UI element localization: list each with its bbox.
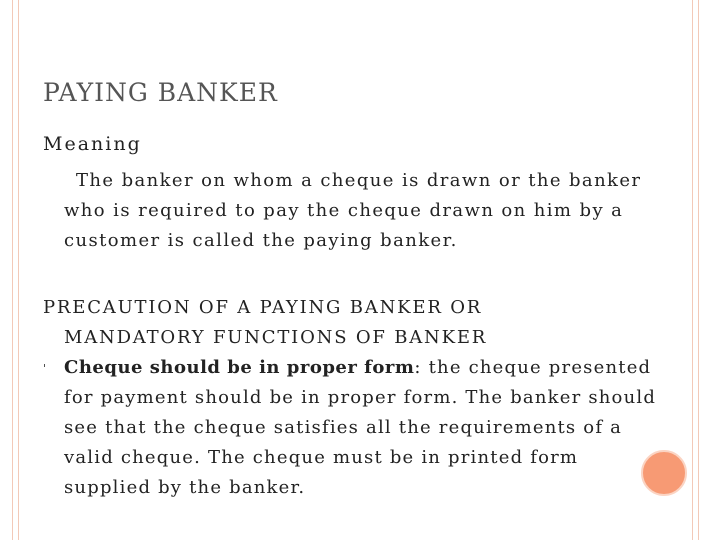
meaning-subheading: Meaning <box>43 133 142 155</box>
right-border-line-inner <box>692 0 693 540</box>
cheque-form-text: : the cheque presented for payment should be in proper form. The banker should see that the cheque satisfies all the requirements of a valid cheque. The cheque must be in printed form supplied by the banker. <box>64 357 657 498</box>
decorative-circle-icon <box>641 450 687 496</box>
left-border-line-outer <box>12 0 13 540</box>
precaution-heading-line1: PRECAUTION OF A PAYING BANKER OR <box>43 297 483 318</box>
meaning-paragraph: The banker on whom a cheque is drawn or the banker who is required to pay the cheque drawn on him by a customer is called the paying banker. <box>64 170 642 251</box>
bullet-marker: ' <box>43 362 47 375</box>
precaution-heading-line2: MANDATORY FUNCTIONS OF BANKER <box>64 327 488 348</box>
slide-title: PAYING BANKER <box>43 78 278 107</box>
right-border-line-outer <box>698 0 699 540</box>
cheque-form-point <box>64 353 664 503</box>
cheque-form-bold-label: Cheque should be in proper form <box>64 357 415 378</box>
precaution-heading <box>43 293 643 353</box>
left-border-line-inner <box>18 0 19 540</box>
